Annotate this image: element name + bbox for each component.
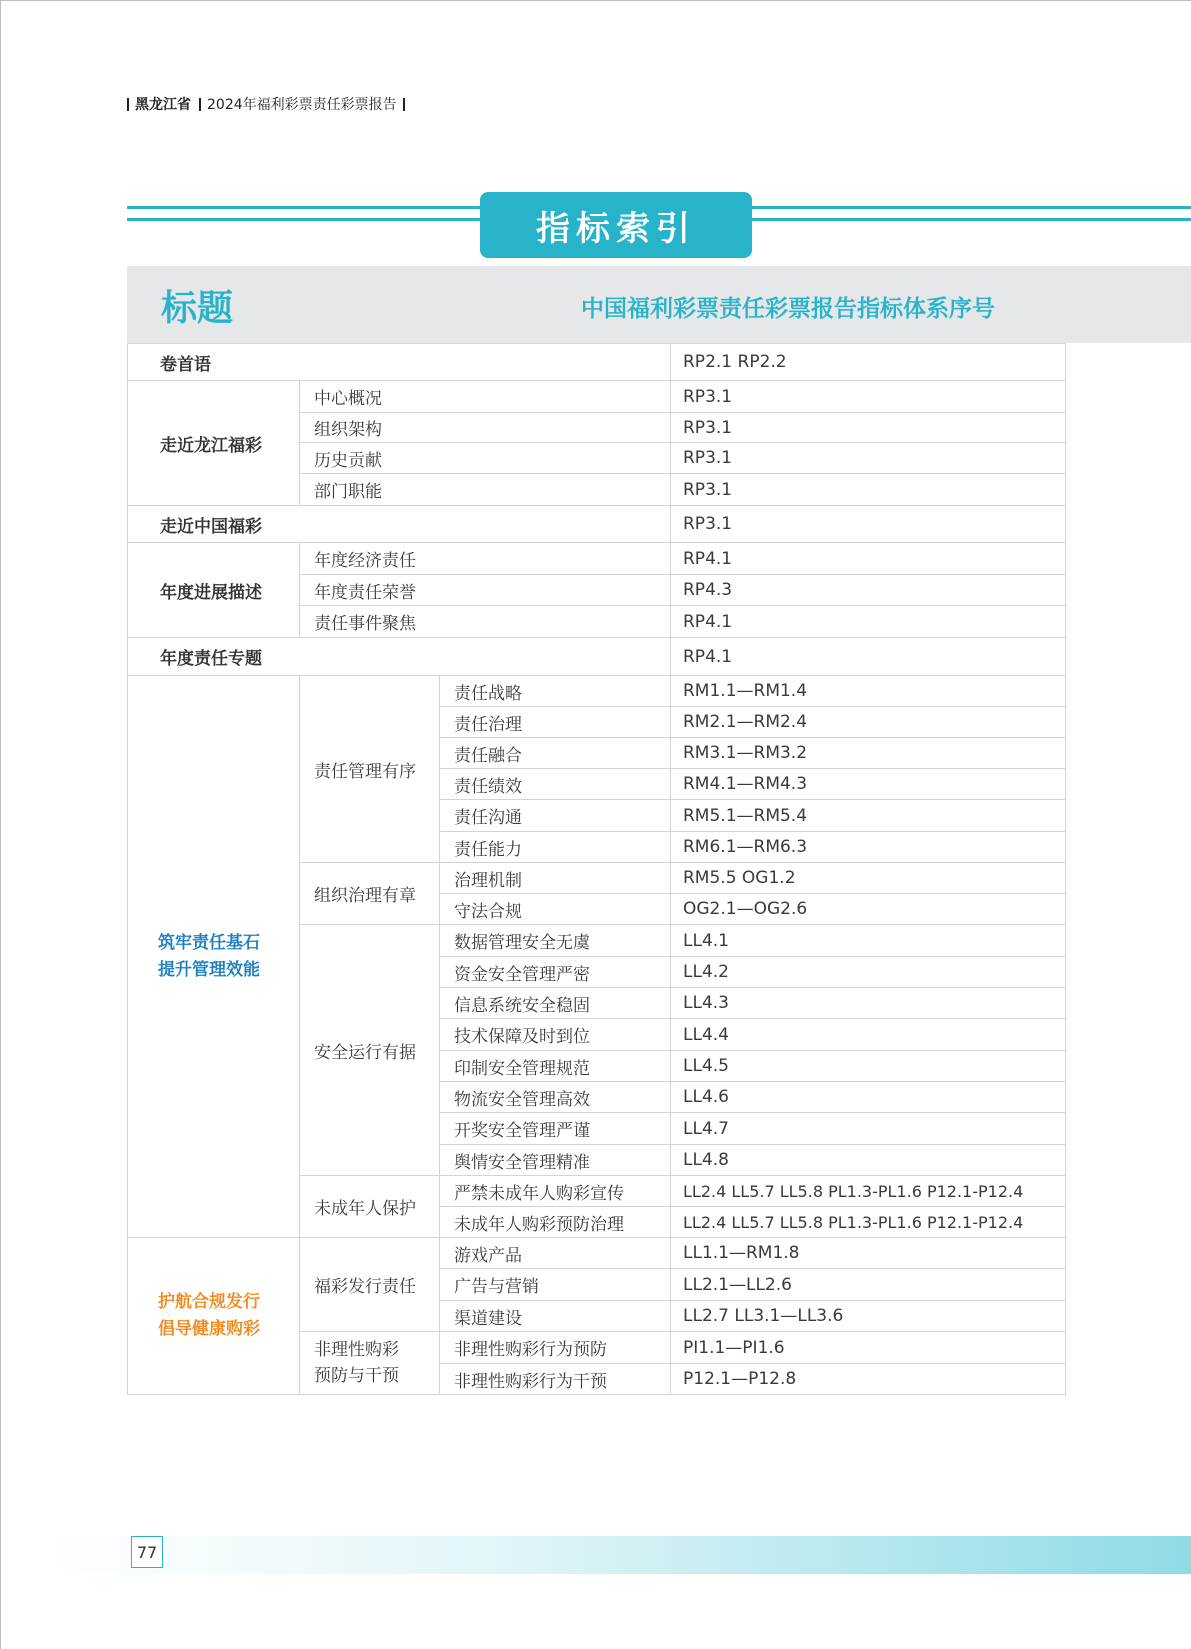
group-title-line: 护航合规发行: [158, 1292, 260, 1312]
page-top-border: [0, 0, 1191, 1]
row-item: 非理性购彩行为干预: [440, 1364, 671, 1395]
row-subtitle: 组织治理有章: [300, 863, 440, 925]
row-subtitle: [300, 1332, 440, 1395]
row-item: 责任能力: [440, 832, 671, 863]
row-item: 责任沟通: [440, 800, 671, 832]
table-row: [128, 1238, 1066, 1269]
index-code: RP4.1: [671, 638, 1066, 676]
table-row: [128, 676, 1066, 707]
row-title: 卷首语: [128, 344, 671, 381]
header-index-column: 中国福利彩票责任彩票报告指标体系序号: [581, 296, 995, 322]
index-code: RM5.1—RM5.4: [671, 800, 1066, 832]
index-code: P12.1—P12.8: [671, 1364, 1066, 1395]
group-title-line: 提升管理效能: [158, 959, 260, 980]
index-code: LL2.4 LL5.7 LL5.8 PL1.3-PL1.6 P12.1-P12.4: [671, 1176, 1066, 1207]
group-title-orange: [128, 1238, 300, 1395]
row-subtitle: 责任管理有序: [300, 676, 440, 863]
index-code: LL1.1—RM1.8: [671, 1238, 1066, 1269]
running-header: [127, 93, 405, 115]
header-divider: [199, 98, 201, 111]
row-item: 渠道建设: [440, 1301, 671, 1332]
index-code: RP3.1: [671, 443, 1066, 474]
row-subtitle: 组织架构: [300, 413, 671, 443]
row-item: 开奖安全管理严谨: [440, 1113, 671, 1145]
header-divider: [127, 98, 129, 111]
index-code: RP3.1: [671, 474, 1066, 506]
header-org: 黑龙江省: [135, 97, 191, 113]
group-title-blue: [128, 676, 300, 1238]
page-left-border: [0, 0, 1, 1649]
index-code: LL4.5: [671, 1051, 1066, 1082]
title-rule-left-bottom: [127, 218, 480, 221]
index-code: RM2.1—RM2.4: [671, 707, 1066, 738]
index-code: RM6.1—RM6.3: [671, 832, 1066, 863]
row-item: 治理机制: [440, 863, 671, 894]
table-row: [128, 344, 1066, 381]
row-subtitle: 未成年人保护: [300, 1176, 440, 1238]
row-item: 非理性购彩行为预防: [440, 1332, 671, 1364]
row-item: 严禁未成年人购彩宣传: [440, 1176, 671, 1207]
row-item: 舆情安全管理精准: [440, 1145, 671, 1176]
row-item: 广告与营销: [440, 1269, 671, 1301]
index-code: RP4.3: [671, 575, 1066, 606]
index-code: LL4.1: [671, 925, 1066, 957]
index-code: PI1.1—PI1.6: [671, 1332, 1066, 1364]
row-item: 责任治理: [440, 707, 671, 738]
index-code: RP4.1: [671, 543, 1066, 575]
row-subtitle: 安全运行有据: [300, 925, 440, 1176]
index-code: RP3.1: [671, 413, 1066, 443]
row-item: 责任融合: [440, 738, 671, 769]
row-item: 物流安全管理高效: [440, 1082, 671, 1113]
index-table: [127, 343, 1066, 1395]
row-item: 信息系统安全稳固: [440, 988, 671, 1019]
index-code: LL2.4 LL5.7 LL5.8 PL1.3-PL1.6 P12.1-P12.4: [671, 1207, 1066, 1238]
section-title: 指标索引: [480, 192, 752, 258]
row-subtitle: 历史贡献: [300, 443, 671, 474]
title-rule-right-bottom: [752, 218, 1191, 221]
row-subtitle: 年度责任荣誉: [300, 575, 671, 606]
index-table-header: [127, 266, 1191, 343]
title-rule-left-top: [127, 206, 480, 209]
row-item: 技术保障及时到位: [440, 1019, 671, 1051]
index-code: LL4.4: [671, 1019, 1066, 1051]
row-item: 未成年人购彩预防治理: [440, 1207, 671, 1238]
index-code: LL4.3: [671, 988, 1066, 1019]
index-code: OG2.1—OG2.6: [671, 894, 1066, 925]
index-code: RM4.1—RM4.3: [671, 769, 1066, 800]
page-number: 77: [131, 1536, 163, 1568]
index-code: LL2.7 LL3.1—LL3.6: [671, 1301, 1066, 1332]
index-code: RM1.1—RM1.4: [671, 676, 1066, 707]
group-title-line: 倡导健康购彩: [158, 1319, 260, 1339]
row-subtitle: 福彩发行责任: [300, 1238, 440, 1332]
row-subtitle: 责任事件聚焦: [300, 606, 671, 638]
index-code: RP2.1 RP2.2: [671, 344, 1066, 381]
index-code: LL4.6: [671, 1082, 1066, 1113]
row-item: 印制安全管理规范: [440, 1051, 671, 1082]
header-report-title: 2024年福利彩票责任彩票报告: [207, 97, 397, 113]
index-code: RP3.1: [671, 506, 1066, 543]
row-item: 数据管理安全无虞: [440, 925, 671, 957]
index-code: LL4.7: [671, 1113, 1066, 1145]
row-item: 资金安全管理严密: [440, 957, 671, 988]
index-code: LL2.1—LL2.6: [671, 1269, 1066, 1301]
index-code: RP4.1: [671, 606, 1066, 638]
row-subtitle: 部门职能: [300, 474, 671, 506]
index-code: RM5.5 OG1.2: [671, 863, 1066, 894]
index-code: LL4.8: [671, 1145, 1066, 1176]
header-title-column: 标题: [161, 288, 234, 329]
footer-gradient-band: [45, 1536, 1191, 1574]
row-item: 责任绩效: [440, 769, 671, 800]
title-rule-right-top: [752, 206, 1191, 209]
group-title: 年度进展描述: [128, 543, 300, 638]
row-subtitle-line: 预防与干预: [314, 1366, 399, 1386]
row-item: 守法合规: [440, 894, 671, 925]
index-code: LL4.2: [671, 957, 1066, 988]
row-subtitle: 年度经济责任: [300, 543, 671, 575]
index-code: RP3.1: [671, 381, 1066, 413]
table-row: [128, 638, 1066, 676]
table-row: [128, 543, 1066, 575]
row-title: 走近中国福彩: [128, 506, 671, 543]
row-item: 责任战略: [440, 676, 671, 707]
row-title: 年度责任专题: [128, 638, 671, 676]
row-subtitle: 中心概况: [300, 381, 671, 413]
group-title: 走近龙江福彩: [128, 381, 300, 506]
table-row: [128, 506, 1066, 543]
header-divider: [403, 98, 405, 111]
group-title-line: 筑牢责任基石: [158, 932, 260, 953]
index-code: RM3.1—RM3.2: [671, 738, 1066, 769]
table-row: [128, 381, 1066, 413]
row-item: 游戏产品: [440, 1238, 671, 1269]
row-subtitle-line: 非理性购彩: [314, 1340, 399, 1360]
